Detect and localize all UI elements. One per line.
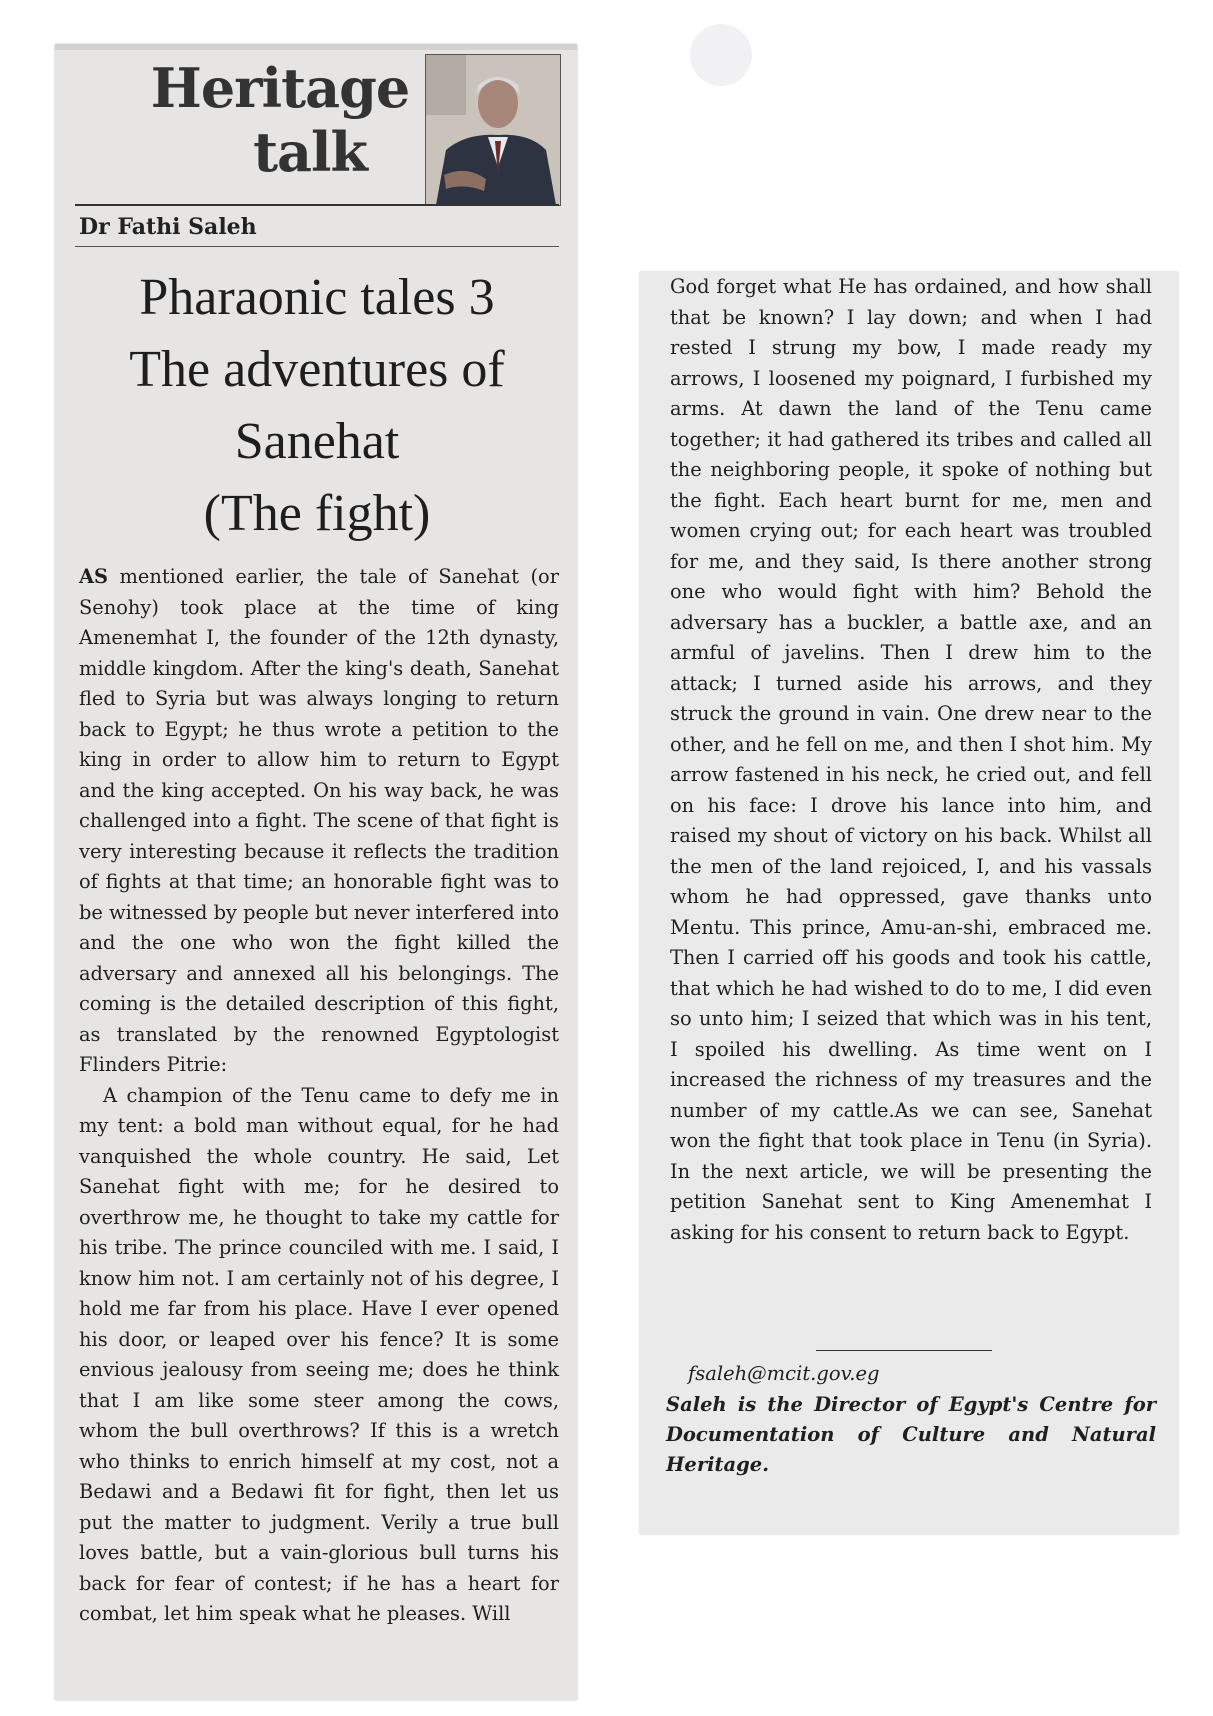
column-title-line: talk bbox=[253, 120, 367, 184]
body-paragraph: A champion of the Tenu came to defy me in my tent: a bold man without equal, for he had vanquished the whole country. He said, Let Sanehat fight with me; for he desired to overthrow me, he thought to take my cattle for his tribe. The prince counciled with me. I said, I know him not. I am certainly not of his degree, I hold me far from his place. Have I ever opened his door, or leaped over his fence? It is some envious jealousy from seeing me; does he think that I am like some steer among the cows, whom the bull overthrows? If this is a wretch who thinks to enrich himself at my cost, not a Bedawi and a Bedawi fit for fight, then let us put the matter to judgment. Verily a true bull loves battle, but a vain-glorious bull turns his back for fear of contest; if he has a heart for combat, let him speak what he pleases. Will bbox=[79, 1083, 559, 1625]
byline-rule bbox=[75, 246, 559, 247]
article-clipping-right bbox=[640, 272, 1178, 1534]
column-title-line: Heritage bbox=[150, 56, 410, 120]
body-paragraph: God forget what He has ordained, and how shall that be known? I lay down; and when I had rested I strung my bow, I made ready my arrows, I loosened my poignard, I furbished my arms. At dawn the land of the Tenu came together; it had gathered its tribes and called all the neighboring people, it spoke of nothing but the fight. Each heart burnt for me, men and women crying out; for each heart was troubled for me, and they said, Is there another strong one who would fight with him? Behold the adversary has a buckler, a battle axe, and an armful of javelins. Then I drew him to the attack; I turned aside his arrows, and they struck the ground in vain. One drew near to the other, and he fell on me, and then I shot him. My arrow fastened in his neck, he cried out, and fell on his face: I drove his lance into him, and raised my shout of victory on his back. Whilst all the men of the land rejoiced, I, and his vassals whom he had oppressed, gave thanks unto Mentu. This prince, Amu-an-shi, embraced me. Then I carried off his goods and took his cattle, that which he had wished to do to me, I did even so unto him; I seized that which was in his tent, I spoiled his dwelling. As time went on I increased the richness of my treasures and the number of my cattle.As we can see, Sanehat won the fight that took place in Tenu (in Syria). In the next article, we will be presenting the petition Sanehat sent to King Amenemhat I asking for his consent to return back to Egypt. bbox=[670, 275, 1152, 1244]
column-title bbox=[115, 56, 445, 184]
body-paragraph bbox=[79, 562, 559, 1081]
author-bio: Saleh is the Director of Egypt's Centre for Documentation of Culture and Natural Heritage. bbox=[666, 1393, 1156, 1476]
paragraph-text: mentioned earlier, the tale of Sanehat (or Senohy) took place at the time of king Amenemhat I, the founder of the 12th dynasty, middle kingdom. After the king's death, Sanehat fled to Syria but was always longing to return back to Egypt; he thus wrote a petition to the king in order to allow him to return to Egypt and the king accepted. On his way back, he was challenged into a fight. The scene of that fight is very interesting because it reflects the tradition of fights at that time; an honorable fight was to be witnessed by people but never interfered into and the one who won the fight killed the adversary and annexed all his belongings. The coming is the detailed description of this fight, as translated by the renowned Egyptologist Flinders Pitrie: bbox=[79, 565, 559, 1076]
pencil-annotation bbox=[592, 1604, 602, 1650]
headline-line: Sanehat bbox=[234, 413, 400, 470]
article-body-left bbox=[79, 562, 559, 1630]
author-email: fsaleh@mcit.gov.eg bbox=[688, 1362, 880, 1385]
signature-rule bbox=[816, 1350, 992, 1351]
author-byline: Dr Fathi Saleh bbox=[79, 214, 257, 240]
lead-in: AS bbox=[79, 565, 109, 588]
scanner-mark bbox=[690, 24, 752, 86]
headline-line: Pharaonic tales 3 bbox=[139, 269, 495, 326]
article-headline bbox=[75, 262, 559, 550]
author-photo bbox=[425, 54, 561, 206]
article-clipping-left bbox=[55, 44, 577, 1700]
headline-line: The adventures of bbox=[129, 341, 505, 398]
article-body-right bbox=[670, 272, 1152, 1248]
headline-line: (The fight) bbox=[203, 485, 431, 542]
clipping-edge bbox=[55, 44, 577, 50]
header-rule bbox=[75, 204, 559, 206]
author-portrait-icon bbox=[426, 55, 560, 205]
